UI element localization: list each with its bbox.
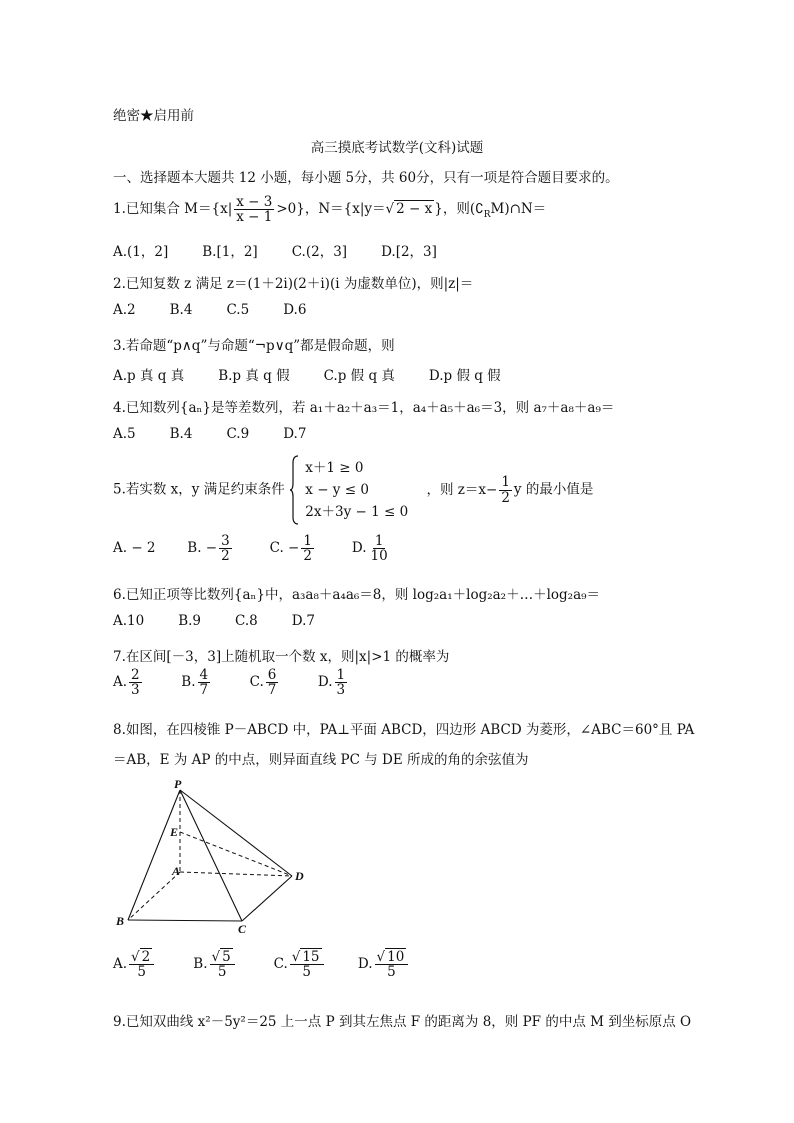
option: C.9	[226, 426, 250, 442]
option: B.4	[169, 302, 193, 318]
fraction: $\frac{1}{10}$	[370, 533, 388, 565]
fraction: $\frac{2}{3}$	[131, 667, 140, 699]
question-5-stem: 5.若实数 x，y 满足约束条件 x＋1 ≥ 0 x − y ≤ 0 2x＋3y − 1 ≤ 0 ，则 z＝x− $\frac{1}{2}$ y 的最小值是	[113, 455, 593, 525]
option: D.p 假 q 假	[428, 368, 501, 384]
fraction: $\frac{4}{7}$	[199, 667, 209, 699]
fraction: $\frac{√ 15}{5}$	[290, 950, 324, 979]
option: B.p 真 q 假	[218, 368, 290, 384]
question-7-options: A. $\frac{2}{3}$ B. $\frac{4}{7}$ C. $\frac{6}{7}$ D. $\frac{1}{3}$	[113, 667, 346, 699]
label-c: C	[238, 922, 247, 936]
constraint-system: x＋1 ≥ 0 x − y ≤ 0 2x＋3y − 1 ≤ 0	[305, 460, 409, 520]
question-2-options	[113, 302, 340, 318]
fraction: $\frac{1}{2}$	[303, 533, 312, 565]
fraction: $\frac{6}{7}$	[267, 667, 277, 699]
question-6-options	[113, 613, 349, 629]
option: D.7	[291, 613, 315, 629]
option: C.8	[235, 613, 258, 629]
question-4-stem: 4.已知数列{aₙ}是等差数列，若 a₁＋a₂＋a₃＝1，a₄＋a₅＋a₆＝3，则 a₇＋a₈＋a₉＝	[113, 400, 615, 416]
option: D.[2，3]	[381, 244, 437, 260]
option: A.5	[113, 426, 136, 442]
option: C.(2，3]	[291, 244, 348, 260]
option: C.5	[226, 302, 250, 318]
question-1-stem: 1.已知集合 M＝{x| $\frac{x - 3}{x - 1}$ >0}，N＝{x|y＝√ 2 − x }，则$(∁_RM)\cap N=$	[113, 194, 547, 226]
question-3-stem: 3.若命题“p∧q”与命题“¬p∨q”都是假命题，则	[113, 338, 395, 354]
option: D.7	[283, 426, 307, 442]
question-9-stem: 9.已知双曲线 x²－5y²＝25 上一点 P 到其左焦点 F 的距离为 8，则 PF 的中点 M 到坐标原点 O	[113, 1014, 692, 1030]
fraction: $\frac{x - 3}{x - 1}$	[236, 194, 273, 226]
fraction: $\frac{√ 2}{5}$	[129, 950, 154, 979]
pyramid-figure	[110, 778, 320, 938]
question-8-stem-line-2: ＝AB，E 为 AP 的中点，则异面直线 PC 与 DE 所成的角的余弦值为	[113, 752, 529, 768]
question-4-options	[113, 426, 340, 442]
question-7-stem: 7.在区间[－3，3]上随机取一个数 x，则|x|>1 的概率为	[113, 649, 450, 665]
sqrt-sign: √	[385, 201, 395, 218]
label-d: D	[295, 869, 304, 883]
fraction: $\frac{1}{2}$	[501, 474, 510, 506]
fraction: $\frac{3}{2}$	[221, 533, 230, 565]
left-brace-icon	[289, 455, 299, 525]
question-8-options: A. $\frac{√ 2}{5}$ B. $\frac{√ 5}{5}$ C. $\frac{√ 15}{5}$ D. $\frac{√ 10}{5}$	[113, 950, 410, 979]
option: A.10	[113, 613, 145, 629]
question-8-stem-line-1: 8.如图，在四棱锥 P－ABCD 中，PA⊥平面 ABCD，四边形 ABCD 为菱形，∠ABC＝60°且 PA	[113, 722, 695, 738]
label-p: P	[174, 778, 182, 791]
option: A.(1，2]	[113, 244, 169, 260]
page-title: 高三摸底考试数学(文科)试题	[310, 140, 484, 156]
question-5-options: A. − 2 B. − $\frac{3}{2}$ C. − $\frac{1}{2}$ D. $\frac{1}{10}$	[113, 533, 388, 565]
fraction: $\frac{√ 5}{5}$	[210, 950, 235, 979]
option: A.2	[113, 302, 136, 318]
option: B.9	[178, 613, 202, 629]
confidential-label: 绝密★启用前	[113, 108, 194, 124]
option: A.p 真 q 真	[113, 368, 185, 384]
question-6-stem: 6.已知正项等比数列{aₙ}中，a₃a₈＋a₄a₆＝8，则 log₂a₁＋log₂a₂＋…＋log₂a₉＝	[113, 587, 601, 603]
option: B.[1，2]	[202, 244, 258, 260]
option: B.4	[169, 426, 193, 442]
section-heading: 一、选择题本大题共 12 小题，每小题 5分，共 60分，只有一项是符合题目要求的。	[113, 170, 619, 186]
question-2-stem: 2.已知复数 z 满足 z＝(1＋2i)(2＋i)(i 为虚数单位)，则|z|＝	[113, 276, 474, 292]
label-b: B	[116, 914, 125, 928]
label-e: E	[170, 825, 179, 839]
question-1-options	[113, 240, 471, 260]
label-a: A	[172, 864, 181, 878]
fraction: $\frac{√ 10}{5}$	[375, 950, 409, 979]
option: C.p 假 q 真	[323, 368, 395, 384]
question-3-options	[113, 364, 535, 384]
fraction: $\frac{1}{3}$	[336, 667, 346, 699]
option: D.6	[283, 302, 307, 318]
